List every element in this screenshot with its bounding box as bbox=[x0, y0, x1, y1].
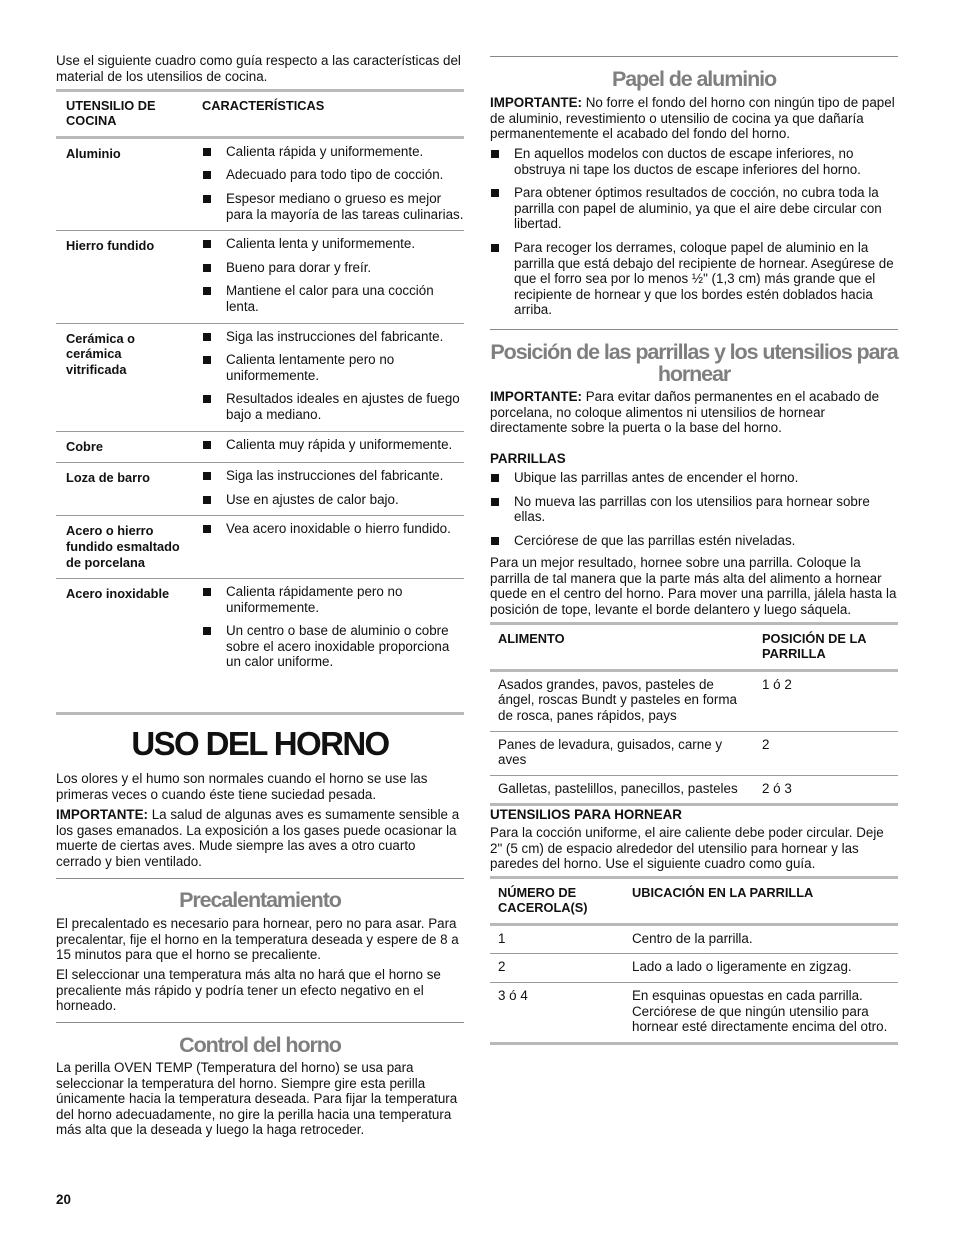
pan-header-location: UBICACIÓN EN LA PARRILLA bbox=[632, 885, 814, 900]
pan-location-cell: Centro de la parrilla. bbox=[632, 930, 753, 946]
food-cell: Galletas, pastelillos, panecillos, pasteles bbox=[498, 780, 738, 796]
cookware-material: Aluminio bbox=[66, 145, 121, 161]
main-title: USO DEL HORNO bbox=[131, 725, 389, 762]
table-row bbox=[56, 579, 464, 678]
bullet-item bbox=[202, 283, 464, 314]
bullet-text: No mueva las parrillas con los utensilios para hornear sobre ellas. bbox=[514, 493, 870, 525]
bullet-item bbox=[202, 144, 464, 160]
bullet-square-icon bbox=[491, 474, 499, 482]
table-row bbox=[490, 954, 898, 983]
bullet-item bbox=[490, 185, 898, 232]
bullet-square-icon bbox=[203, 171, 211, 179]
bullet-item bbox=[202, 329, 464, 345]
table-row bbox=[56, 516, 464, 579]
bullet-text: Resultados ideales en ajustes de fuego bajo a mediano. bbox=[226, 391, 460, 422]
cookware-material: Cerámica o cerámica vitrificada bbox=[66, 330, 135, 377]
table-row bbox=[490, 983, 898, 1044]
bullet-text: Calienta rápidamente pero no uniformemente. bbox=[226, 584, 403, 615]
cookware-material: Acero o hierro fundido esmaltado de porcelana bbox=[66, 523, 180, 570]
bullet-square-icon bbox=[203, 148, 211, 156]
table-row bbox=[490, 731, 898, 775]
cookware-header-features: CARACTERÍSTICAS bbox=[202, 98, 325, 113]
bullet-text: Cerciórese de que las parrillas estén niveladas. bbox=[514, 532, 796, 548]
control-p1: La perilla OVEN TEMP (Temperatura del horno) se usa para seleccionar la temperatura del horno. Siempre gire esta perilla únicamente hacia la temperatura deseada. Para fijar la temperatura del horno adecuadamente, no gire la perilla hacia una temperatura más alta que la deseada y luego la haga retroceder. bbox=[56, 1060, 458, 1138]
pan-count-cell: 1 bbox=[498, 930, 506, 946]
bullet-item bbox=[202, 236, 464, 252]
racks-important bbox=[490, 389, 898, 436]
bullet-item bbox=[202, 191, 464, 222]
bullet-item bbox=[202, 584, 464, 615]
foil-important-label: IMPORTANTE: bbox=[490, 95, 582, 110]
bullet-item bbox=[202, 260, 464, 276]
racks-title: Posición de las parrillas y los utensilios para hornear bbox=[490, 340, 898, 386]
feature-list bbox=[202, 468, 464, 507]
table-row bbox=[56, 431, 464, 463]
feature-list bbox=[202, 144, 464, 222]
bullet-item bbox=[202, 437, 464, 453]
racks-important-label: IMPORTANTE: bbox=[490, 389, 582, 404]
cookware-material: Acero inoxidable bbox=[66, 586, 170, 602]
bullet-item bbox=[202, 623, 464, 670]
feature-list bbox=[202, 521, 464, 537]
divider-preheat bbox=[56, 878, 464, 879]
table-row bbox=[56, 463, 464, 516]
foil-important-text: No forre el fondo del horno con ningún tipo de papel de aluminio, revestimiento o utensilio de cocina ya que dañaría permanentemente el acabado del fondo del horno. bbox=[490, 95, 895, 142]
pan-count-cell: 3 ó 4 bbox=[498, 988, 528, 1003]
bullet-text: Un centro o base de aluminio o cobre sobre el acero inoxidable proporciona un calor uniforme. bbox=[226, 623, 450, 670]
table-row bbox=[490, 775, 898, 805]
bullet-item bbox=[202, 352, 464, 383]
racks-important-text: Para evitar daños permanentes en el acabado de porcelana, no coloque alimentos ni utensilios de hornear directamente sobre la puerta o la base del horno. bbox=[490, 389, 880, 436]
cookware-header-material: UTENSILIO DE COCINA bbox=[66, 98, 156, 129]
divider-control bbox=[56, 1022, 464, 1023]
bullet-text: Para obtener óptimos resultados de cocción, no cubra toda la parrilla con papel de aluminio, ya que el aire debe circular con libertad. bbox=[514, 185, 882, 232]
table-row bbox=[56, 137, 464, 230]
bullet-square-icon bbox=[203, 588, 211, 596]
pan-table bbox=[490, 879, 898, 1045]
bullet-text: Ubique las parrillas antes de encender el horno. bbox=[514, 470, 799, 485]
table-row bbox=[490, 924, 898, 954]
bullet-square-icon bbox=[491, 244, 499, 252]
bullet-text: En aquellos modelos con ductos de escape inferiores, no obstruya ni tape los ductos de escape inferiores del horno. bbox=[514, 146, 861, 177]
bullet-text: Siga las instrucciones del fabricante. bbox=[226, 328, 444, 344]
bullet-square-icon bbox=[491, 150, 499, 158]
cookware-intro: Use el siguiente cuadro como guía respecto a las características del material de los utensilios de cocina. bbox=[56, 53, 461, 84]
food-header-food: ALIMENTO bbox=[498, 631, 565, 646]
foil-bullet-list bbox=[490, 146, 898, 318]
bullet-text: Adecuado para todo tipo de cocción. bbox=[226, 167, 444, 183]
divider-foil bbox=[490, 56, 898, 57]
control-title: Control del horno bbox=[179, 1033, 341, 1057]
bullet-square-icon bbox=[203, 356, 211, 364]
bullet-item bbox=[202, 167, 464, 183]
bullet-text: Mantiene el calor para una cocción lenta. bbox=[226, 283, 434, 314]
cookware-features bbox=[192, 463, 464, 516]
page-number: 20 bbox=[56, 1192, 71, 1207]
cookware-features bbox=[192, 431, 464, 463]
cookware-features bbox=[192, 579, 464, 678]
bullet-item bbox=[202, 521, 464, 537]
birds-text: La salud de algunas aves es sumamente sensible a los gases emanados. La exposición a los gases puede ocasionar la muerte de ciertas aves. Mude siempre las aves a otro cuarto cerrado y bien ventilado. bbox=[56, 807, 460, 869]
cookware-features bbox=[192, 137, 464, 230]
feature-list bbox=[202, 329, 464, 423]
bullet-square-icon bbox=[203, 441, 211, 449]
pan-table-wrap bbox=[490, 876, 898, 1045]
cookware-table bbox=[56, 92, 464, 678]
bullet-text: Calienta rápida y uniformemente. bbox=[226, 143, 424, 159]
bullet-square-icon bbox=[203, 240, 211, 248]
bullet-item bbox=[202, 492, 464, 508]
bullet-square-icon bbox=[491, 537, 499, 545]
bullet-square-icon bbox=[203, 333, 211, 341]
cookware-material: Hierro fundido bbox=[66, 238, 155, 254]
bullet-square-icon bbox=[203, 195, 211, 203]
parrillas-bullet-list bbox=[490, 470, 898, 548]
cookware-material: Loza de barro bbox=[66, 470, 150, 486]
food-cell: Panes de levadura, guisados, carne y aves bbox=[498, 736, 723, 768]
feature-list bbox=[202, 584, 464, 670]
bakeware-title: UTENSILIOS PARA HORNEAR bbox=[490, 807, 682, 822]
bullet-text: Calienta lentamente pero no uniformemente. bbox=[226, 352, 395, 383]
bullet-item bbox=[490, 240, 898, 318]
odor-text: Los olores y el humo son normales cuando el horno se use las primeras veces o cuando éste tiene suciedad pesada. bbox=[56, 771, 428, 802]
bullet-text: Calienta muy rápida y uniformemente. bbox=[226, 436, 453, 452]
table-row bbox=[56, 323, 464, 431]
preheat-p1: El precalentado es necesario para hornear, pero no para asar. Para precalentar, fije el horno en la temperatura deseada y espere de 8 a 15 minutos para que el horno se precaliente. bbox=[56, 916, 459, 963]
bullet-text: Siga las instrucciones del fabricante. bbox=[226, 468, 444, 484]
bullet-item bbox=[202, 391, 464, 422]
position-cell: 2 bbox=[762, 736, 770, 752]
preheat-p2: El seleccionar una temperatura más alta no hará que el horno se precaliente más rápido y podría tener un efecto negativo en el horneado. bbox=[56, 967, 441, 1014]
cookware-table-body bbox=[56, 137, 464, 678]
food-table-wrap bbox=[490, 622, 898, 806]
pan-header-count: NÚMERO DE CACEROLA(S) bbox=[498, 885, 588, 916]
position-cell: 2 ó 3 bbox=[762, 780, 792, 796]
divider-racks bbox=[490, 329, 898, 330]
foil-important bbox=[490, 95, 898, 142]
position-cell: 1 ó 2 bbox=[762, 676, 792, 692]
cookware-features bbox=[192, 323, 464, 431]
bullet-text: Use en ajustes de calor bajo. bbox=[226, 491, 399, 507]
foil-title: Papel de aluminio bbox=[611, 67, 777, 91]
table-row bbox=[490, 670, 898, 731]
bullet-square-icon bbox=[203, 496, 211, 504]
bullet-square-icon bbox=[203, 264, 211, 272]
bakeware-text: Para la cocción uniforme, el aire caliente debe poder circular. Deje 2" (5 cm) de espacio alrededor del utensilio para hornear y las paredes del horno. Use el siguiente cuadro como guía. bbox=[490, 825, 884, 872]
food-table-body bbox=[490, 670, 898, 805]
bullet-square-icon bbox=[491, 189, 499, 197]
parrillas-title: PARRILLAS bbox=[490, 451, 566, 466]
bullet-item bbox=[202, 468, 464, 484]
cookware-material: Cobre bbox=[66, 438, 103, 454]
bullet-text: Espesor mediano o grueso es mejor para la mayoría de las tareas culinarias. bbox=[226, 191, 464, 222]
bullet-text: Vea acero inoxidable o hierro fundido. bbox=[226, 521, 451, 537]
bullet-item bbox=[490, 470, 898, 486]
food-header-position: POSICIÓN DE LA PARRILLA bbox=[762, 631, 867, 662]
food-cell: Asados grandes, pavos, pasteles de ángel, roscas Bundt y pasteles en forma de rosca, panes rápidos, pays bbox=[498, 676, 737, 723]
pan-count-cell: 2 bbox=[498, 959, 506, 975]
bullet-square-icon bbox=[491, 498, 499, 506]
pan-location-cell: Lado a lado o ligeramente en zigzag. bbox=[632, 959, 852, 975]
food-table bbox=[490, 625, 898, 806]
bullet-item bbox=[490, 146, 898, 177]
table-row bbox=[56, 231, 464, 323]
bullet-text: Calienta lenta y uniformemente. bbox=[226, 236, 416, 252]
bullet-square-icon bbox=[203, 525, 211, 533]
bullet-square-icon bbox=[203, 627, 211, 635]
cookware-table-wrap bbox=[56, 89, 464, 678]
bullet-square-icon bbox=[203, 472, 211, 480]
bullet-square-icon bbox=[203, 287, 211, 295]
important-label: IMPORTANTE: bbox=[56, 807, 148, 822]
best-result-text: Para un mejor resultado, hornee sobre una parrilla. Coloque la parrilla de tal manera que la parte más alta del alimento a hornear quede en el centro del horno. Para mover una parrilla, jálela hasta la posición de tope, levante el borde delantero y luego sáquela. bbox=[490, 555, 897, 617]
feature-list bbox=[202, 437, 464, 453]
cookware-features bbox=[192, 231, 464, 323]
cookware-features bbox=[192, 516, 464, 579]
preheat-title: Precalentamiento bbox=[179, 888, 341, 912]
bullet-item bbox=[490, 494, 898, 525]
section-divider bbox=[56, 712, 464, 715]
bullet-text: Para recoger los derrames, coloque papel de aluminio en la parrilla que está debajo del recipiente de hornear. Asegúrese de que el forro sea por lo menos ½" (1,3 cm) más grande que el recipiente de hornear y que los bordes estén doblados hacia arriba. bbox=[514, 239, 894, 318]
pan-location-cell: En esquinas opuestas en cada parrilla. Cerciórese de que ningún utensilio para hornear esté directamente encima del otro. bbox=[632, 988, 888, 1035]
bullet-item bbox=[490, 533, 898, 549]
bullet-text: Bueno para dorar y freír. bbox=[226, 259, 372, 275]
bullet-square-icon bbox=[203, 395, 211, 403]
birds-warning bbox=[56, 807, 464, 869]
pan-table-body bbox=[490, 924, 898, 1043]
feature-list bbox=[202, 236, 464, 314]
